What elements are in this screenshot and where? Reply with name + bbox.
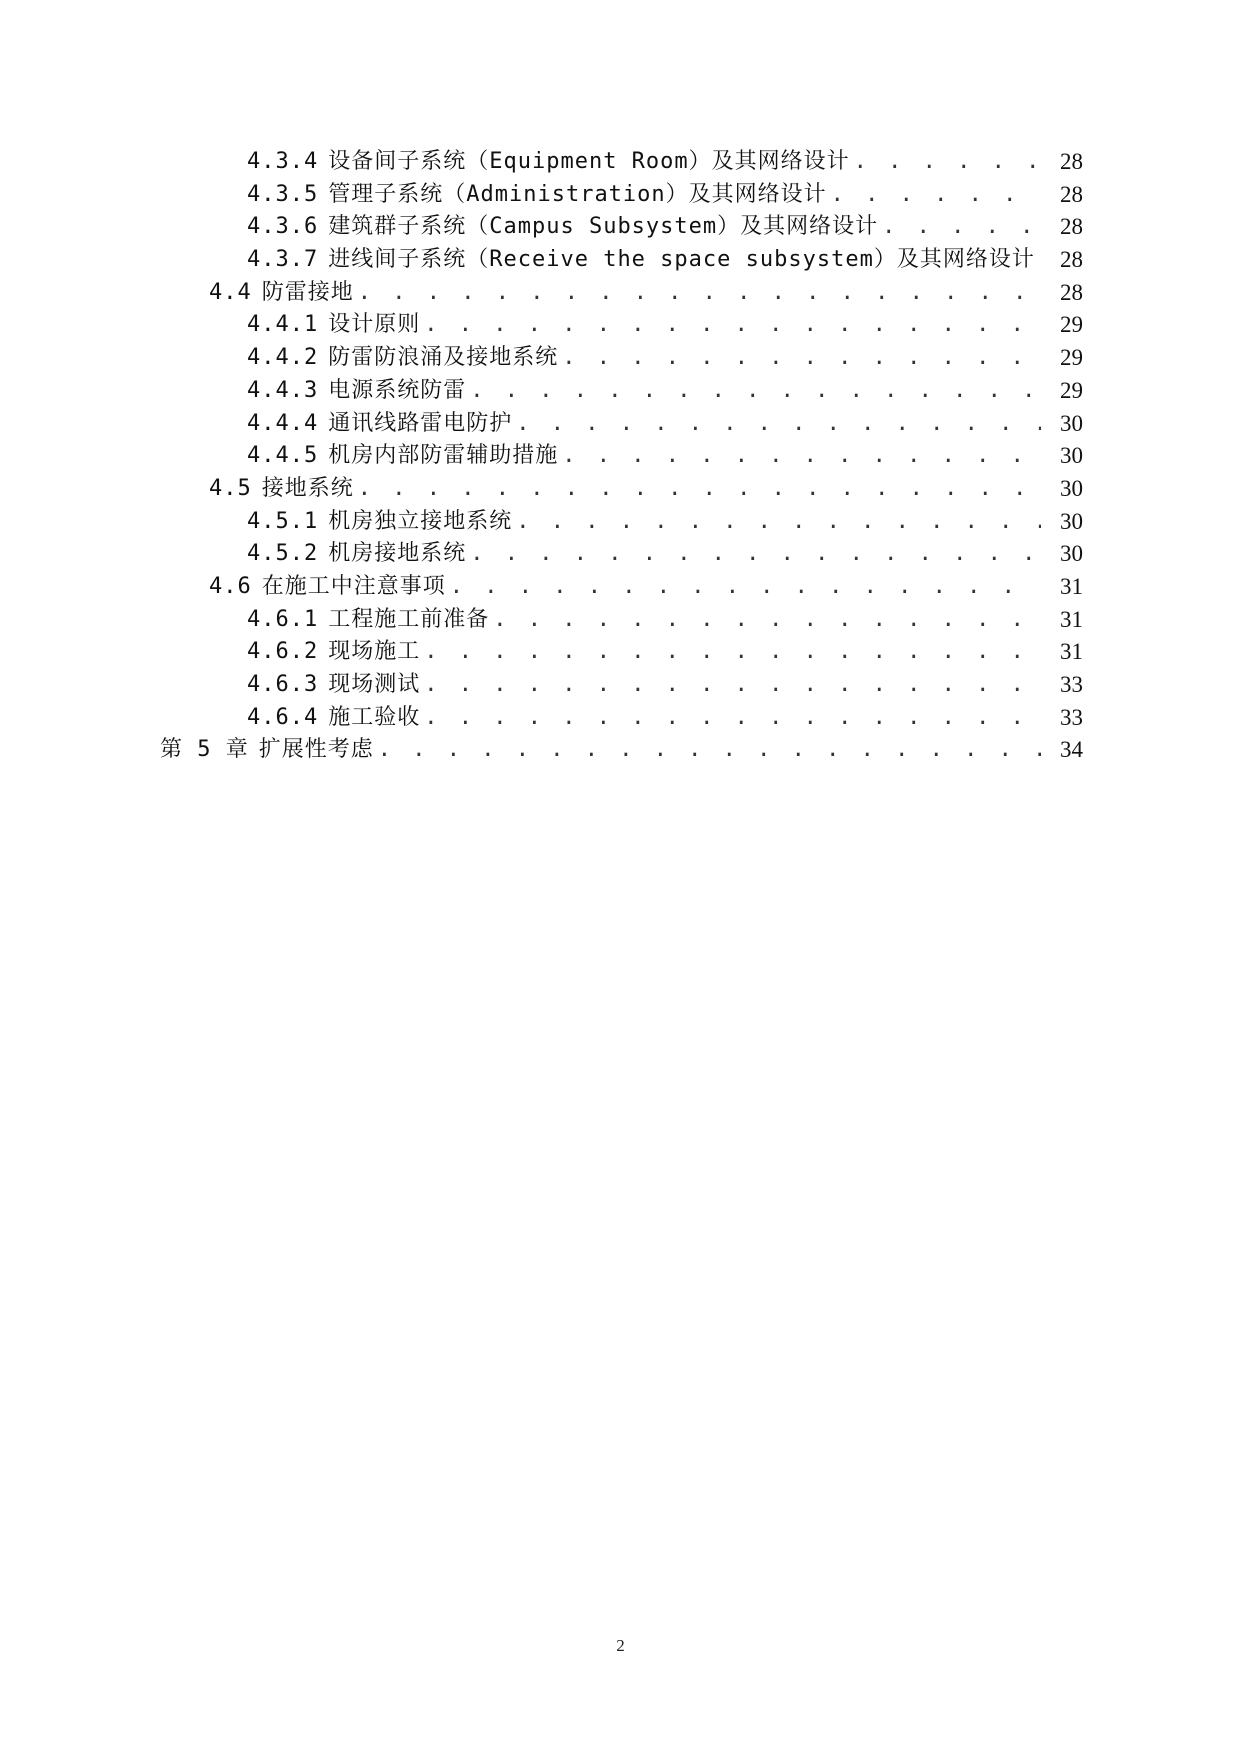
toc-entry-number: 4.6.3 xyxy=(247,672,319,697)
toc-dot-leader xyxy=(493,604,1041,637)
toc-entry-number: 4.3.4 xyxy=(247,149,319,174)
toc-entry-page: 31 xyxy=(1060,639,1083,665)
toc-entry-number: 4.6.1 xyxy=(247,606,319,632)
page-number-footer: 2 xyxy=(616,1636,625,1655)
toc-entry-number: 4.4.4 xyxy=(247,410,319,436)
toc-entry-title: 电源系统防雷 xyxy=(328,377,467,403)
toc-entry-number: 4.3.6 xyxy=(247,214,319,240)
toc-entry-page: 30 xyxy=(1060,541,1083,567)
toc-entry[interactable] xyxy=(0,571,1241,604)
toc-entry-title: 设备间子系统（Equipment Room）及其网络设计 xyxy=(328,149,850,174)
toc-entry-title: 施工验收 xyxy=(328,704,421,730)
toc-entry-title: 现场施工 xyxy=(328,639,421,665)
toc-entry-page: 28 xyxy=(1060,181,1083,207)
toc-entry[interactable] xyxy=(0,538,1241,571)
toc-dot-leader xyxy=(358,277,1041,310)
toc-entry-page: 28 xyxy=(1060,247,1083,273)
toc-entry[interactable] xyxy=(0,342,1241,375)
toc-entry[interactable] xyxy=(0,146,1241,179)
toc-entry-title: 防雷接地 xyxy=(261,279,354,305)
toc-entry-page: 30 xyxy=(1060,508,1083,534)
toc-entry-number: 4.4.2 xyxy=(247,345,319,371)
toc-entry[interactable] xyxy=(0,669,1241,702)
toc-entry-number: 4.5.2 xyxy=(247,541,319,567)
toc-entry[interactable] xyxy=(0,244,1241,277)
toc-entry-title: 工程施工前准备 xyxy=(328,606,490,632)
toc-entry[interactable] xyxy=(0,277,1241,310)
toc-entry-title: 防雷防浪涌及接地系统 xyxy=(328,345,559,371)
toc-entry[interactable] xyxy=(0,702,1241,735)
toc-entry[interactable] xyxy=(0,179,1241,212)
toc-entry[interactable] xyxy=(0,636,1241,669)
toc-entry-number: 4.4.5 xyxy=(247,443,319,469)
toc-dot-leader xyxy=(562,440,1041,473)
toc-dot-leader xyxy=(1039,244,1041,277)
toc-entry-title: 扩展性考虑 xyxy=(258,737,374,763)
toc-entry-page: 30 xyxy=(1060,475,1083,501)
toc-dot-leader xyxy=(424,636,1041,669)
toc-entry-page: 30 xyxy=(1060,443,1083,469)
toc-entry-page: 28 xyxy=(1060,279,1083,305)
toc-entry-page: 34 xyxy=(1060,737,1083,763)
toc-dot-leader xyxy=(562,342,1041,375)
toc-entry[interactable] xyxy=(0,309,1241,342)
toc-dot-leader xyxy=(831,179,1041,212)
toc-entry-page: 30 xyxy=(1060,410,1083,436)
toc-entry-number: 4.3.5 xyxy=(247,181,319,207)
toc-entry-number: 4.4.1 xyxy=(247,312,319,338)
toc-dot-leader xyxy=(424,309,1041,342)
toc-entry-title: 进线间子系统（Receive the space subsystem）及其网络设计 xyxy=(328,247,1035,273)
toc-entry-page: 28 xyxy=(1060,149,1083,174)
toc-entry-title: 在施工中注意事项 xyxy=(261,573,446,599)
toc-entry-number: 第 5 章 xyxy=(160,737,249,763)
toc-dot-leader xyxy=(882,211,1041,244)
toc-entry[interactable] xyxy=(0,604,1241,637)
toc-entry[interactable] xyxy=(0,506,1241,539)
toc-entry[interactable] xyxy=(0,440,1241,473)
toc-entry-page: 29 xyxy=(1060,345,1083,371)
toc-entry-page: 28 xyxy=(1060,214,1083,240)
toc-entry-title: 机房内部防雷辅助措施 xyxy=(328,443,559,469)
toc-entry-title: 机房接地系统 xyxy=(328,541,467,567)
toc-dot-leader xyxy=(358,473,1041,506)
toc-dot-leader xyxy=(470,538,1041,571)
toc-entry-page: 31 xyxy=(1060,606,1083,632)
toc-entry-page: 31 xyxy=(1060,573,1083,599)
toc-entry-number: 4.4.3 xyxy=(247,377,319,403)
toc-entry-page: 33 xyxy=(1060,672,1083,697)
toc-entry-title: 机房独立接地系统 xyxy=(328,508,513,534)
toc-entry[interactable] xyxy=(0,211,1241,244)
toc-entry-title: 现场测试 xyxy=(328,672,421,697)
toc-dot-leader xyxy=(424,702,1041,735)
toc-entry-number: 4.4 xyxy=(209,279,252,305)
toc-entry[interactable] xyxy=(0,473,1241,506)
toc-dot-leader xyxy=(424,669,1041,702)
toc-dot-leader xyxy=(516,408,1041,441)
toc-entry-page: 29 xyxy=(1060,377,1083,403)
toc-entry-number: 4.3.7 xyxy=(247,247,319,273)
toc-entry-page: 29 xyxy=(1060,312,1083,338)
toc-dot-leader xyxy=(516,506,1041,539)
toc-entry-number: 4.6.4 xyxy=(247,704,319,730)
toc-entry-title: 建筑群子系统（Campus Subsystem）及其网络设计 xyxy=(328,214,879,240)
toc-entry[interactable] xyxy=(0,408,1241,441)
toc-entry-title: 接地系统 xyxy=(261,475,354,501)
toc-entry-title: 管理子系统（Administration）及其网络设计 xyxy=(328,181,827,207)
table-of-contents xyxy=(0,146,1241,767)
toc-entry-number: 4.5 xyxy=(209,475,252,501)
toc-entry-number: 4.5.1 xyxy=(247,508,319,534)
toc-entry-title: 设计原则 xyxy=(328,312,421,338)
toc-entry[interactable] xyxy=(0,734,1241,767)
toc-entry[interactable] xyxy=(0,375,1241,408)
toc-dot-leader xyxy=(378,734,1041,767)
toc-dot-leader xyxy=(854,146,1041,179)
toc-entry-title: 通讯线路雷电防护 xyxy=(328,410,513,436)
toc-dot-leader xyxy=(470,375,1041,408)
toc-entry-number: 4.6.2 xyxy=(247,639,319,665)
toc-entry-number: 4.6 xyxy=(209,573,252,599)
toc-entry-page: 33 xyxy=(1060,704,1083,730)
toc-dot-leader xyxy=(450,571,1041,604)
